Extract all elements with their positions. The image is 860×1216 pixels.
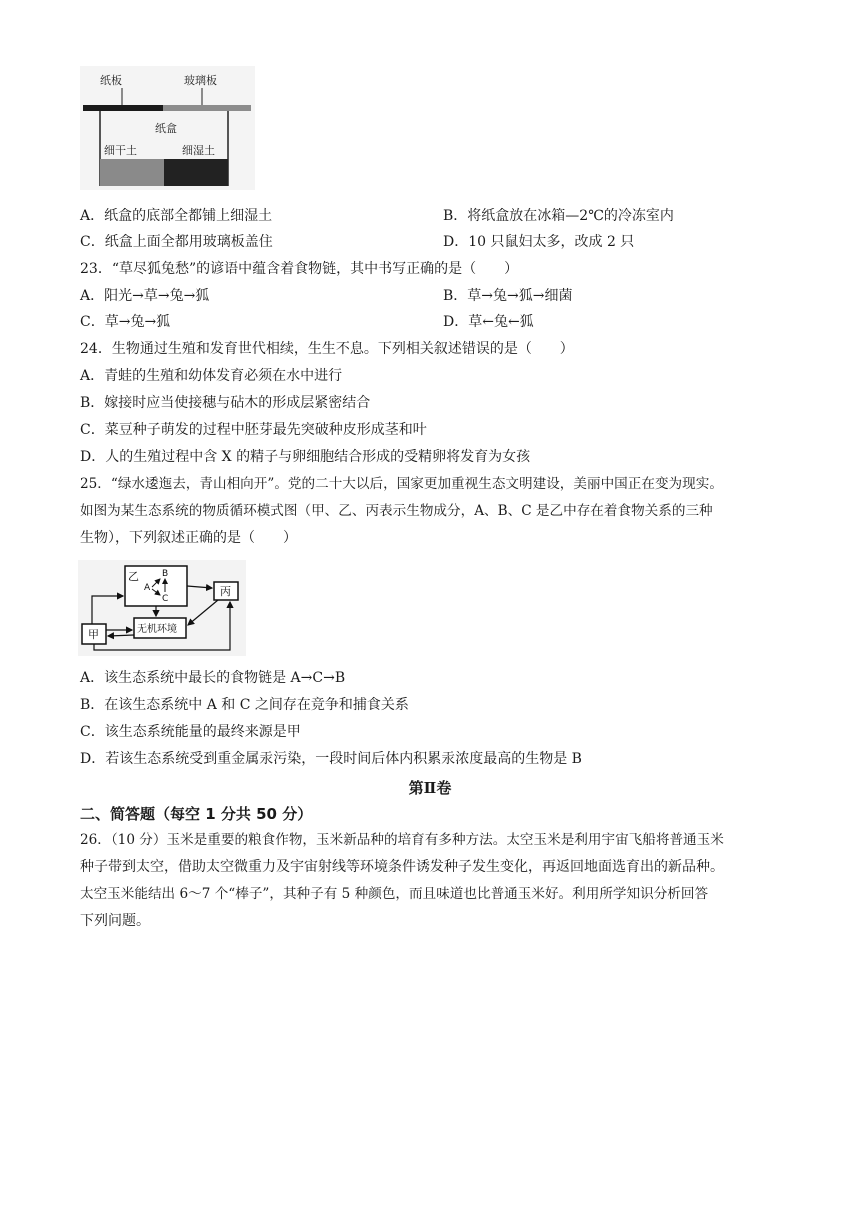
label-wet-soil: 细湿土 <box>182 144 215 157</box>
material-cycle-diagram <box>78 560 246 656</box>
q25-option-a: A．该生态系统中最长的食物链是 A→C→B <box>80 670 346 686</box>
q23-stem: 23．“草尽狐兔愁”的谚语中蕴含着食物链，其中书写正确的是（ ） <box>80 261 519 277</box>
q25-stem-line3: 生物），下列叙述正确的是（ ） <box>80 530 297 546</box>
paper-board <box>83 105 163 111</box>
label-b: B <box>162 569 169 579</box>
q25-option-c: C．该生态系统能量的最终来源是甲 <box>80 724 301 740</box>
label-glass-board: 玻璃板 <box>184 74 217 87</box>
label-bing: 丙 <box>220 585 231 598</box>
q25-stem-line2: 如图为某生态系统的物质循环模式图（甲、乙、丙表示生物成分，A、B、C 是乙中存在着食物关系的三种 <box>80 503 713 519</box>
q26-line4: 下列问题。 <box>80 913 150 929</box>
q26-line3: 太空玉米能结出 6～7 个“棒子”，其种子有 5 种颜色，而且味道也比普通玉米好。利用所学知识分析回答 <box>80 886 709 902</box>
label-jia: 甲 <box>88 628 99 641</box>
q25-option-d: D．若该生态系统受到重金属汞污染，一段时间后体内积累汞浓度最高的生物是 B <box>80 751 582 767</box>
experiment-box-figure <box>80 66 255 190</box>
q22-option-c: C．纸盒上面全都用玻璃板盖住 <box>80 234 273 250</box>
q26-line1: 26．（10 分）玉米是重要的粮食作物，玉米新品种的培育有多种方法。太空玉米是利用宇宙飞船将普通玉米 <box>80 832 724 848</box>
label-box: 纸盒 <box>155 122 177 135</box>
glass-board <box>163 105 251 111</box>
q23-option-a: A．阳光→草→兔→狐 <box>80 288 210 304</box>
wet-soil <box>164 159 228 186</box>
dry-soil <box>100 159 164 186</box>
label-c: C <box>162 594 169 604</box>
q24-option-c: C．菜豆种子萌发的过程中胚芽最先突破种皮形成茎和叶 <box>80 422 427 438</box>
q23-option-d: D．草←兔←狐 <box>443 314 534 330</box>
q23-option-c: C．草→兔→狐 <box>80 314 171 330</box>
label-yi: 乙 <box>128 570 139 583</box>
label-paper-board: 纸板 <box>100 74 122 87</box>
q24-option-a: A．青蛙的生殖和幼体发育必须在水中进行 <box>80 368 343 384</box>
q25-option-b: B．在该生态系统中 A 和 C 之间存在竞争和捕食关系 <box>80 697 409 713</box>
q24-stem: 24．生物通过生殖和发育世代相续，生生不息。下列相关叙述错误的是（ ） <box>80 341 574 357</box>
label-dry-soil: 细干土 <box>104 144 137 157</box>
q26-line2: 种子带到太空，借助太空微重力及宇宙射线等环境条件诱发种子发生变化，再返回地面选育出的新品种。 <box>80 859 724 875</box>
q24-option-d: D．人的生殖过程中含 X 的精子与卵细胞结合形成的受精卵将发育为女孩 <box>80 449 531 465</box>
q25-stem-line1: 25．“绿水逶迤去，青山相向开”。党的二十大以后，国家更加重视生态文明建设，美丽中国正在变为现实。 <box>80 476 723 492</box>
part-two-title: 第Ⅱ卷 <box>408 779 452 797</box>
section-title: 二、简答题（每空 1 分共 50 分） <box>80 805 313 823</box>
q24-option-b: B．嫁接时应当使接穗与砧木的形成层紧密结合 <box>80 395 371 411</box>
q22-option-b: B．将纸盒放在冰箱—2℃的冷冻室内 <box>443 208 674 224</box>
label-a: A <box>144 583 151 593</box>
label-environment: 无机环境 <box>137 624 177 635</box>
q22-option-a: A．纸盒的底部全都铺上细湿土 <box>80 208 273 224</box>
q23-option-b: B．草→兔→狐→细菌 <box>443 288 573 304</box>
q22-option-d: D．10 只鼠妇太多，改成 2 只 <box>443 234 635 250</box>
